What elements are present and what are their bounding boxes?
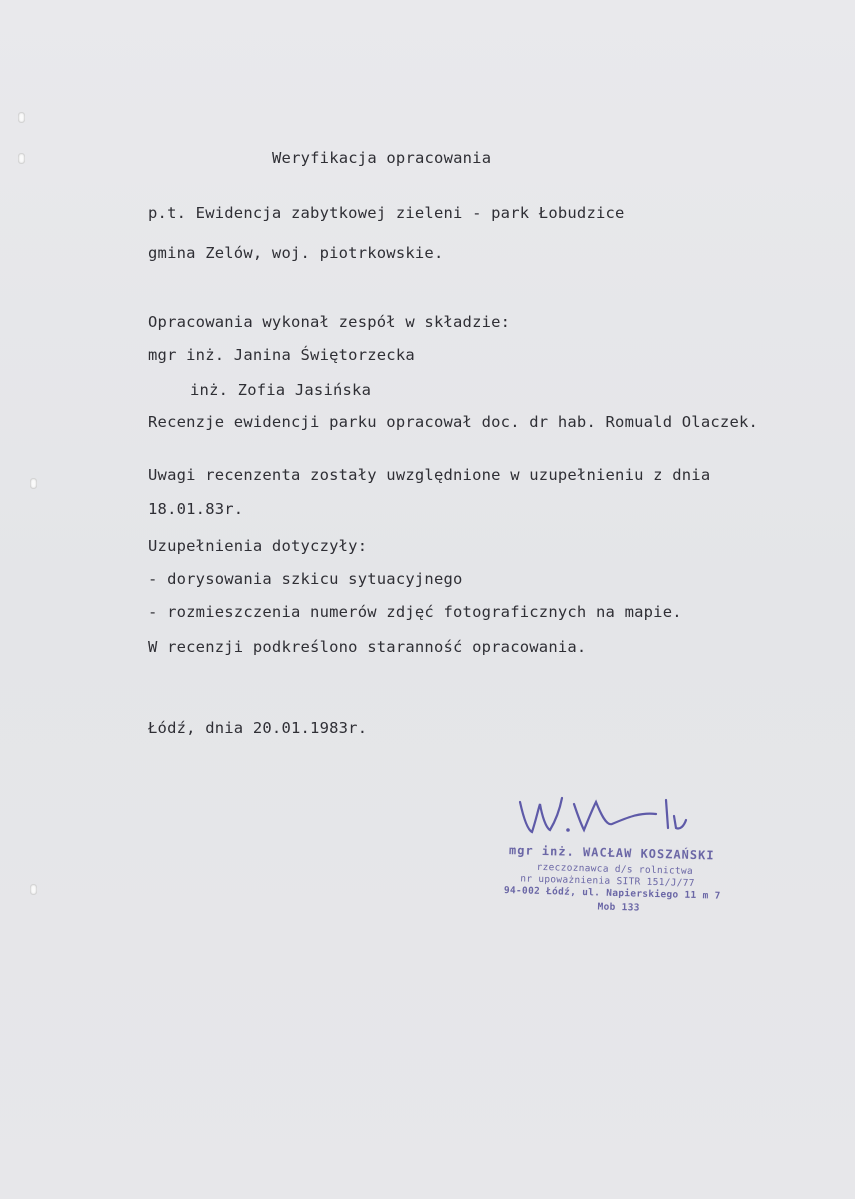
review-line: Recenzje ewidencji parku opracował doc. dr hab. Romuald Olaczek. [148, 413, 759, 431]
place-date-line: Łódź, dnia 20.01.1983r. [148, 719, 368, 737]
punch-hole-top-2 [18, 153, 25, 164]
remarks-line: Uwagi recenzenta zostały uwzględnione w uzupełnieniu z dnia [148, 466, 711, 484]
stamp-line-3: 94-002 Łódź, ul. Napierskiego 11 m 7 [503, 885, 721, 902]
team-member-2: inż. Zofia Jasińska [190, 381, 372, 399]
punch-hole-bottom [30, 884, 37, 895]
official-stamp [497, 837, 740, 943]
punch-hole-mid [30, 478, 37, 489]
team-member-1: mgr inż. Janina Świętorzecka [148, 346, 415, 364]
stamp-line-2: nr upoważnienia SITR 151/J/77 [520, 873, 695, 890]
document-title: Weryfikacja opracowania [272, 149, 492, 167]
supplement-item-1: - dorysowania szkicu sytuacyjnego [148, 570, 463, 588]
review-conclusion: W recenzji podkreślono staranność opracowania. [148, 638, 587, 656]
stamp-line-4: Mob 133 [597, 901, 640, 914]
supplement-item-2: - rozmieszczenia numerów zdjęć fotograficznych na mapie. [148, 603, 682, 621]
location-line: gmina Zelów, woj. piotrkowskie. [148, 244, 444, 262]
punch-hole-top [18, 112, 25, 123]
stamp-name: mgr inż. WACŁAW KOSZAŃSKI [508, 843, 715, 863]
team-intro-line: Opracowania wykonał zespół w składzie: [148, 313, 511, 331]
remarks-date: 18.01.83r. [148, 500, 244, 518]
stamp-line-1: rzeczoznawca d/s rolnictwa [536, 861, 694, 877]
subject-line: p.t. Ewidencja zabytkowej zieleni - park Łobudzice [148, 204, 625, 222]
supplements-heading: Uzupełnienia dotyczyły: [148, 537, 368, 555]
